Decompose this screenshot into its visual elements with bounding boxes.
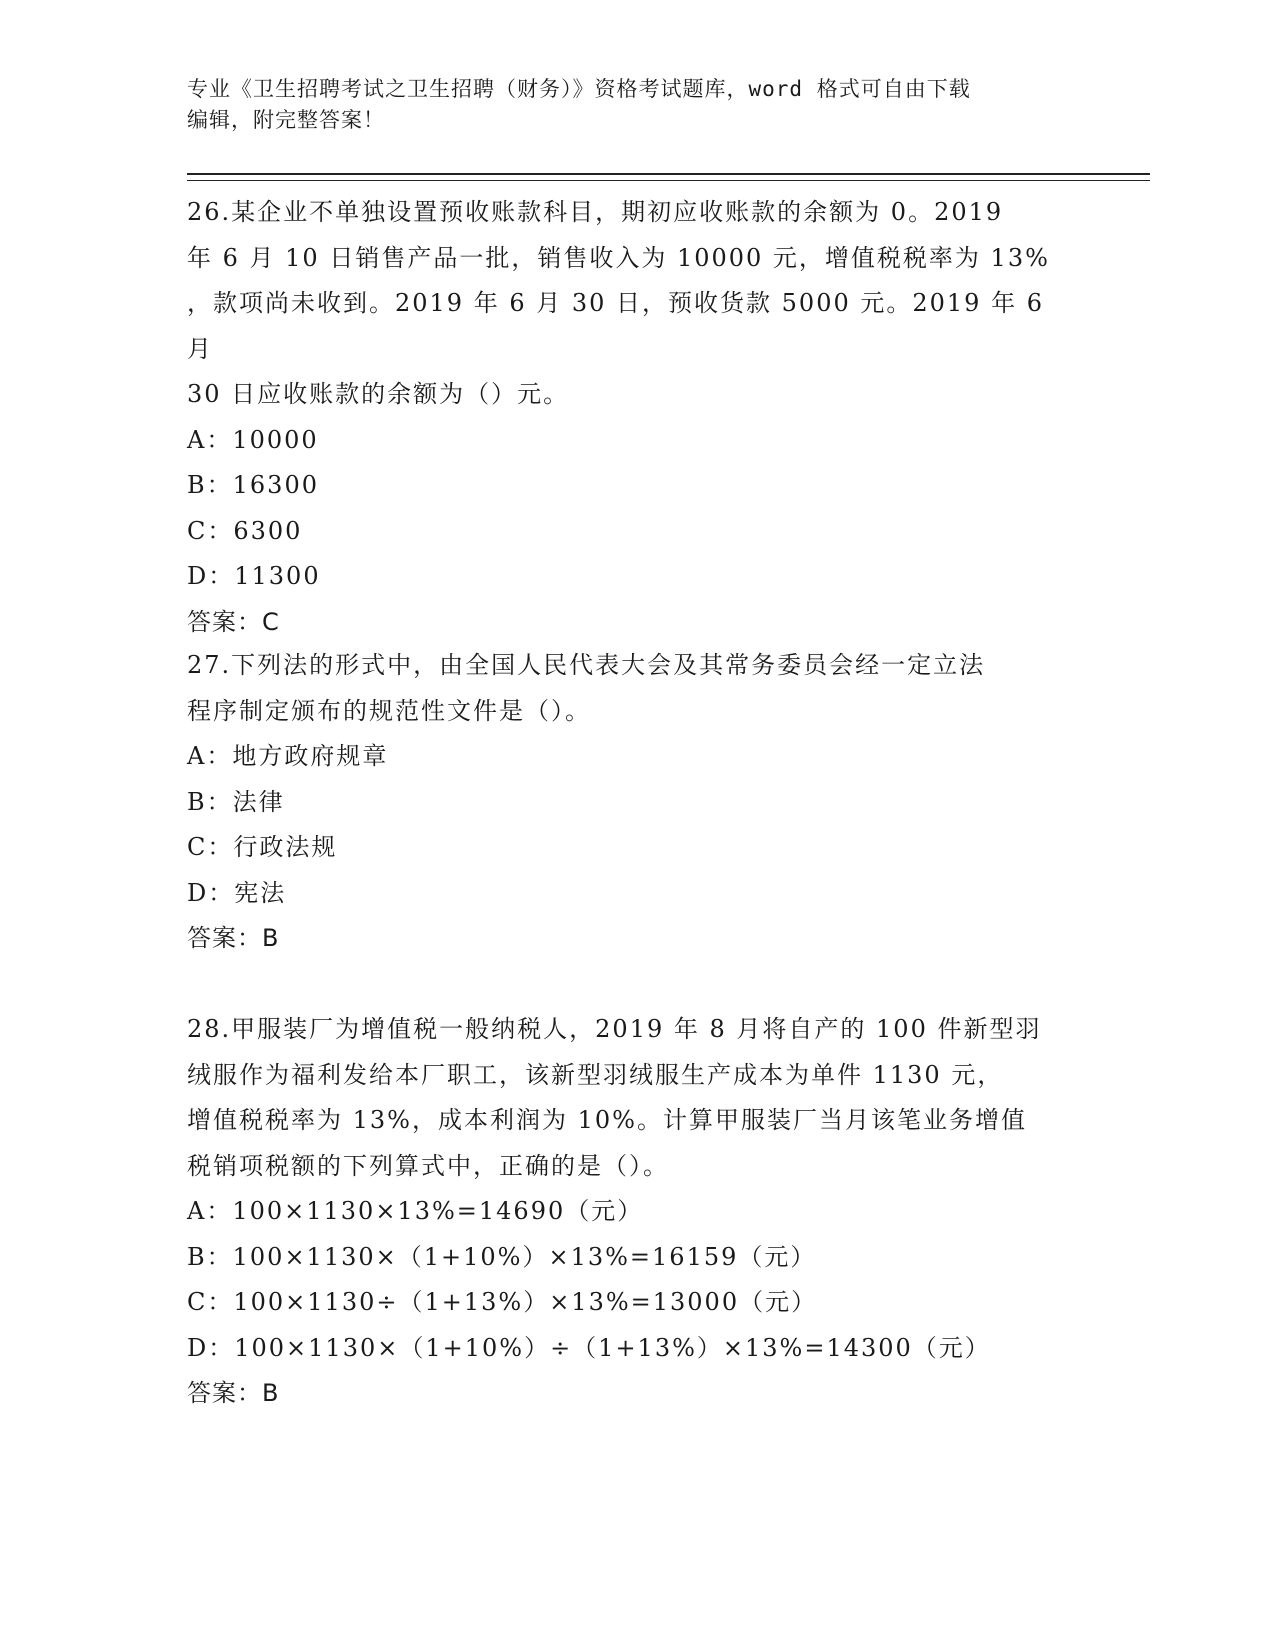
answer: 答案：B [187, 1379, 280, 1407]
answer: 答案：C [187, 607, 280, 636]
header-divider-thin [187, 180, 1150, 181]
question-28 [187, 1007, 1077, 1417]
stem-line: 28.甲服装厂为增值税一般纳税人，2019 年 8 月将自产的 100 件新型羽 [187, 1015, 1042, 1043]
option-d: D：11300 [187, 562, 321, 590]
option-d: D：宪法 [187, 878, 287, 907]
option-c: C：100×1130÷（1+13%）×13%=13000（元） [187, 1288, 818, 1316]
stem-line: 税销项税额的下列算式中，正确的是（）。 [187, 1151, 669, 1180]
stem-line: 年 6 月 10 日销售产品一批，销售收入为 10000 元，增值税税率为 13% [187, 243, 1050, 272]
question-stem [187, 1007, 1077, 1189]
question-27 [187, 643, 1077, 962]
header-divider-thick [187, 173, 1150, 175]
option-d: D：100×1130×（1+10%）÷（1+13%）×13%=14300（元） [187, 1333, 991, 1362]
stem-line: 27.下列法的形式中，由全国人民代表大会及其常务委员会经一定立法 [187, 651, 986, 679]
option-c: C：行政法规 [187, 833, 338, 861]
option-c: C：6300 [187, 516, 303, 545]
question-26 [187, 190, 1077, 645]
option-a: A：10000 [187, 425, 319, 454]
question-stem [187, 643, 1077, 734]
stem-line: 30 日应收账款的余额为（）元。 [187, 380, 570, 408]
document-header [187, 74, 1067, 136]
option-b: B：法律 [187, 787, 285, 816]
stem-line: 绒服作为福利发给本厂职工，该新型羽绒服生产成本为单件 1130 元， [187, 1060, 1004, 1089]
stem-line: ，款项尚未收到。2019 年 6 月 30 日，预收货款 5000 元。2019 年 6 月 [187, 289, 1044, 363]
option-a: A：100×1130×13%=14690（元） [187, 1197, 644, 1225]
option-a: A：地方政府规章 [187, 742, 389, 770]
stem-line: 26.某企业不单独设置预收账款科目，期初应收账款的余额为 0。2019 [187, 198, 1004, 226]
answer: 答案：B [187, 924, 280, 952]
header-line-1: 专业《卫生招聘考试之卫生招聘（财务）》资格考试题库，word 格式可自由下载 [187, 77, 971, 101]
option-b: B：100×1130×（1+10%）×13%=16159（元） [187, 1242, 817, 1271]
option-b: B：16300 [187, 471, 319, 499]
header-line-2: 编辑，附完整答案！ [187, 108, 385, 132]
stem-line: 增值税税率为 13%，成本利润为 10%。计算甲服装厂当月该笔业务增值 [187, 1106, 1027, 1134]
stem-line: 程序制定颁布的规范性文件是（）。 [187, 696, 591, 725]
question-stem [187, 190, 1077, 418]
